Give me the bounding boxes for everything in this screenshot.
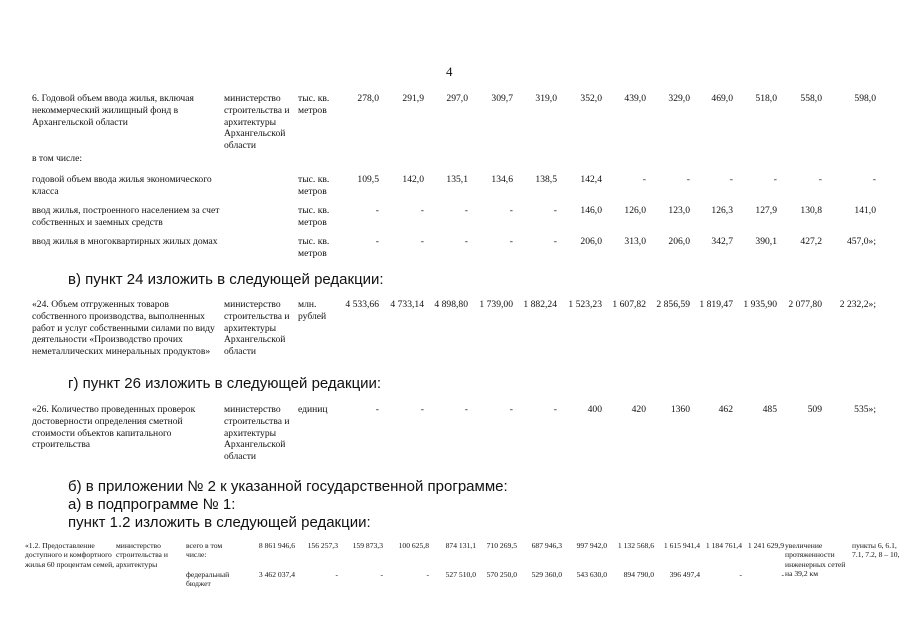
- unit: тыс. кв. метров: [298, 205, 330, 228]
- indicator-name: 6. Годовой объем ввода жилья, включая некоммерческий жилищный фонд в Архангельской области: [32, 93, 194, 128]
- value-cell: 141,0: [854, 205, 876, 216]
- value-cell: 109,5: [357, 174, 379, 185]
- value-cell: 1 615 941,4: [663, 541, 700, 550]
- responsible-ministry: министерство строительства и архитектуры Архангельской области: [224, 404, 290, 463]
- value-cell: 400: [587, 404, 602, 415]
- value-cell: -: [553, 404, 557, 415]
- value-cell: 420: [631, 404, 646, 415]
- value-cell: 570 250,0: [486, 570, 517, 579]
- value-cell: -: [509, 205, 513, 216]
- value-cell: 126,0: [624, 205, 646, 216]
- value-cell: 2 077,80: [788, 299, 822, 310]
- value-cell: 997 942,0: [576, 541, 607, 550]
- unit: млн. рублей: [298, 299, 327, 322]
- value-cell: 1 882,24: [523, 299, 557, 310]
- value-cell: 390,1: [755, 236, 777, 247]
- value-cell: 4 533,66: [345, 299, 379, 310]
- value-cell: 558,0: [800, 93, 822, 104]
- value-cell: 206,0: [580, 236, 602, 247]
- value-cell: -: [420, 404, 424, 415]
- value-cell: 439,0: [624, 93, 646, 104]
- value-cell: -: [642, 174, 646, 185]
- value-cell: 156 257,3: [307, 541, 338, 550]
- funding-label-total: всего в том числе:: [186, 541, 223, 560]
- value-cell: 509: [807, 404, 822, 415]
- value-cell: -: [553, 205, 557, 216]
- value-cell: 146,0: [580, 205, 602, 216]
- value-cell: 874 131,1: [445, 541, 476, 550]
- value-cell: 142,0: [402, 174, 424, 185]
- indicator-name: ввод жилья, построенного населением за счет собственных и заемных средств: [32, 205, 220, 228]
- value-cell: -: [553, 236, 557, 247]
- value-cell: 142,4: [580, 174, 602, 185]
- value-cell: 319,0: [535, 93, 557, 104]
- value-cell: 462: [718, 404, 733, 415]
- value-cell: 123,0: [668, 205, 690, 216]
- value-cell: -: [464, 236, 468, 247]
- value-cell: 527 510,0: [445, 570, 476, 579]
- unit: тыс. кв. метров: [298, 93, 330, 116]
- value-cell: 159 873,3: [352, 541, 383, 550]
- value-cell: 291,9: [402, 93, 424, 104]
- value-cell: 329,0: [668, 93, 690, 104]
- value-cell: 2 232,2»;: [839, 299, 876, 310]
- value-cell: -: [426, 570, 429, 579]
- value-cell: 1 523,23: [568, 299, 602, 310]
- value-cell: -: [375, 205, 379, 216]
- value-cell: 518,0: [755, 93, 777, 104]
- indicator-name: «24. Объем отгруженных товаров собственного производства, выполненных работ и услуг собственными силами по виду деятельности «Производство прочих неметаллических минеральных продуктов»: [32, 299, 215, 358]
- value-cell: 138,5: [535, 174, 557, 185]
- value-cell: 8 861 946,6: [258, 541, 295, 550]
- value-cell: 469,0: [711, 93, 733, 104]
- value-cell: 598,0: [854, 93, 876, 104]
- value-cell: 134,6: [491, 174, 513, 185]
- value-cell: -: [729, 174, 733, 185]
- value-cell: 1 935,90: [743, 299, 777, 310]
- value-cell: -: [420, 236, 424, 247]
- page-number: 4: [446, 64, 453, 79]
- paragraph: пункт 1.2 изложить в следующей редакции:: [68, 514, 371, 531]
- value-cell: 309,7: [491, 93, 513, 104]
- value-cell: 3 462 037,4: [258, 570, 295, 579]
- value-cell: 529 360,0: [531, 570, 562, 579]
- value-cell: 1 607,82: [612, 299, 646, 310]
- value-cell: -: [464, 205, 468, 216]
- responsible-ministry: министерство строительства и архитектуры Архангельской области: [224, 299, 290, 358]
- value-cell: 1360: [670, 404, 690, 415]
- value-cell: 126,3: [711, 205, 733, 216]
- value-cell: 4 733,14: [390, 299, 424, 310]
- value-cell: -: [375, 404, 379, 415]
- value-cell: -: [773, 174, 777, 185]
- value-cell: 278,0: [357, 93, 379, 104]
- indicator-name: годовой объем ввода жилья экономического класса: [32, 174, 212, 197]
- value-cell: 1 132 568,6: [617, 541, 654, 550]
- unit: тыс. кв. метров: [298, 236, 330, 259]
- value-cell: -: [739, 570, 742, 579]
- value-cell: 535»;: [854, 404, 876, 415]
- value-cell: 710 269,5: [486, 541, 517, 550]
- unit: тыс. кв. метров: [298, 174, 330, 197]
- indicator-name: ввод жилья в многоквартирных жилых домах: [32, 236, 218, 247]
- value-cell: -: [509, 236, 513, 247]
- expected-result: увеличение протяженности инженерных сетей на 39,2 км: [785, 541, 846, 579]
- paragraph: а) в подпрограмме № 1:: [68, 496, 236, 513]
- value-cell: -: [686, 174, 690, 185]
- indicator-name: «26. Количество проведенных проверок достоверности определения сметной стоимости объектов капитального строительства: [32, 404, 196, 451]
- funding-label-federal: федеральный бюджет: [186, 570, 230, 589]
- related-points: пункты 6, 6.1, 7.1, 7.2, 8 – 10,: [852, 541, 900, 560]
- value-cell: -: [335, 570, 338, 579]
- value-cell: 457,0»;: [846, 236, 876, 247]
- value-cell: 206,0: [668, 236, 690, 247]
- value-cell: 543 630,0: [576, 570, 607, 579]
- value-cell: 1 739,00: [479, 299, 513, 310]
- value-cell: -: [375, 236, 379, 247]
- value-cell: 130,8: [800, 205, 822, 216]
- value-cell: 396 497,4: [669, 570, 700, 579]
- indicator-name: в том числе:: [32, 153, 83, 164]
- value-cell: 313,0: [624, 236, 646, 247]
- value-cell: 1 241 629,9: [747, 541, 784, 550]
- value-cell: -: [464, 404, 468, 415]
- value-cell: -: [872, 174, 876, 185]
- value-cell: 127,9: [755, 205, 777, 216]
- value-cell: 1 184 761,4: [705, 541, 742, 550]
- value-cell: 485: [762, 404, 777, 415]
- responsible-ministry: министерство строительства и архитектуры Архангельской области: [224, 93, 290, 152]
- value-cell: 4 898,80: [434, 299, 468, 310]
- indicator-name: «1.2. Предоставление доступного и комфортного жилья 60 процентам семей,: [25, 541, 115, 569]
- value-cell: -: [380, 570, 383, 579]
- section-heading: г) пункт 26 изложить в следующей редакции:: [68, 375, 382, 392]
- value-cell: -: [781, 570, 784, 579]
- value-cell: 135,1: [446, 174, 468, 185]
- unit: единиц: [298, 404, 328, 415]
- section-heading: в) пункт 24 изложить в следующей редакции:: [68, 271, 384, 288]
- value-cell: 352,0: [580, 93, 602, 104]
- paragraph: б) в приложении № 2 к указанной государственной программе:: [68, 478, 508, 495]
- value-cell: -: [420, 205, 424, 216]
- value-cell: 297,0: [446, 93, 468, 104]
- value-cell: 1 819,47: [699, 299, 733, 310]
- value-cell: 894 790,0: [623, 570, 654, 579]
- value-cell: 342,7: [711, 236, 733, 247]
- value-cell: -: [509, 404, 513, 415]
- responsible-ministry: министерство строительства и архитектуры: [116, 541, 168, 569]
- value-cell: 2 856,59: [656, 299, 690, 310]
- value-cell: 427,2: [800, 236, 822, 247]
- value-cell: 100 625,8: [398, 541, 429, 550]
- value-cell: -: [818, 174, 822, 185]
- value-cell: 687 946,3: [531, 541, 562, 550]
